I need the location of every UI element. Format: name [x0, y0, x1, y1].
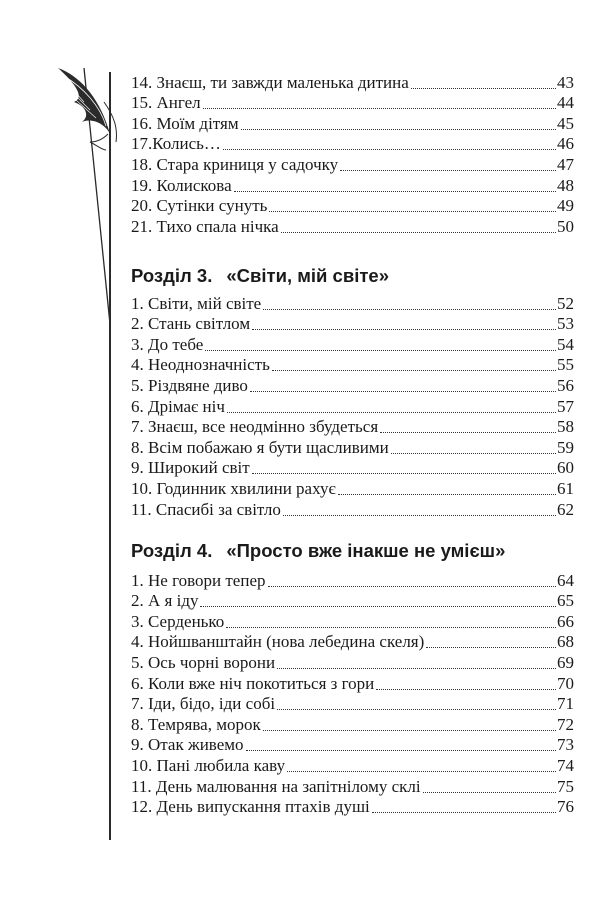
toc-list-chapter-4	[131, 570, 574, 817]
entry-title: 9. Широкий світ	[131, 458, 250, 478]
entry-page: 55	[557, 355, 574, 375]
chapter-title: «Просто вже інакше не умієш»	[226, 540, 506, 561]
entry-page: 45	[557, 113, 574, 133]
entry-title: 4. Неоднозначність	[131, 355, 270, 375]
toc-entry	[131, 175, 574, 196]
entry-title: 10. Годинник хвилини рахує	[131, 478, 336, 498]
toc-entry	[131, 355, 574, 376]
toc-entry	[131, 632, 574, 653]
toc-entry	[131, 417, 574, 438]
entry-title: 5. Ось чорні ворони	[131, 652, 276, 672]
entry-title: 5. Різдвяне диво	[131, 375, 248, 395]
toc-entry	[131, 694, 574, 715]
entry-title: 21. Тихо спала нічка	[131, 216, 279, 236]
entry-page: 61	[557, 478, 574, 498]
toc-entry	[131, 755, 574, 776]
entry-title: 6. Коли вже ніч покотиться з гори	[131, 673, 375, 693]
toc-entry	[131, 134, 574, 155]
entry-title: 11. День малювання на запітнілому склі	[131, 776, 421, 796]
entry-title: 9. Отак живемо	[131, 735, 244, 755]
toc-entry	[131, 458, 574, 479]
entry-title: 1. Світи, мій світе	[131, 293, 262, 313]
entry-page: 54	[557, 334, 574, 354]
entry-title: 4. Нойшванштайн (нова лебедина скеля)	[131, 632, 425, 652]
entry-page: 43	[557, 72, 574, 92]
entry-page: 75	[557, 776, 574, 796]
entry-page: 52	[557, 293, 574, 313]
entry-page: 65	[557, 591, 574, 611]
entry-page: 53	[557, 314, 574, 334]
entry-page: 71	[557, 694, 574, 714]
toc-entry	[131, 154, 574, 175]
entry-page: 58	[557, 417, 574, 437]
entry-title: 7. Знаєш, все неодмінно збудеться	[131, 417, 379, 437]
entry-title: 17.Колись…	[131, 134, 221, 154]
entry-title: 7. Іди, бідо, іди собі	[131, 694, 276, 714]
toc-list-continued	[131, 72, 574, 237]
toc-entry	[131, 735, 574, 756]
entry-page: 49	[557, 196, 574, 216]
toc-entry	[131, 314, 574, 335]
entry-title: 18. Стара криниця у садочку	[131, 154, 339, 174]
toc-entry	[131, 478, 574, 499]
quill-feather-icon	[44, 62, 130, 332]
toc-entry	[131, 652, 574, 673]
entry-title: 8. Всім побажаю я бути щасливими	[131, 437, 389, 457]
entry-title: 1. Не говори тепер	[131, 570, 266, 590]
toc-entry	[131, 375, 574, 396]
entry-page: 62	[557, 499, 574, 519]
chapter-title: «Світи, мій світе»	[226, 265, 389, 286]
entry-title: 16. Моїм дітям	[131, 113, 239, 133]
chapter-heading	[131, 540, 581, 562]
entry-page: 66	[557, 611, 574, 631]
entry-title: 2. А я іду	[131, 591, 199, 611]
toc-entry	[131, 714, 574, 735]
chapter-heading	[131, 265, 581, 287]
entry-title: 10. Пані любила каву	[131, 755, 286, 775]
entry-title: 3. До тебе	[131, 334, 204, 354]
toc-entry	[131, 611, 574, 632]
vertical-rule	[109, 72, 111, 840]
entry-page: 69	[557, 652, 574, 672]
entry-title: 3. Серденько	[131, 611, 225, 631]
entry-page: 72	[557, 714, 574, 734]
toc-entry	[131, 216, 574, 237]
toc-entry	[131, 499, 574, 520]
entry-page: 44	[557, 93, 574, 113]
entry-page: 76	[557, 797, 574, 817]
entry-page: 64	[557, 570, 574, 590]
toc-entry	[131, 591, 574, 612]
entry-title: 14. Знаєш, ти завжди маленька дитина	[131, 72, 409, 92]
entry-title: 8. Темрява, морок	[131, 714, 261, 734]
entry-title: 15. Ангел	[131, 93, 201, 113]
toc-entry	[131, 396, 574, 417]
entry-page: 48	[557, 175, 574, 195]
toc-entry	[131, 293, 574, 314]
entry-page: 70	[557, 673, 574, 693]
entry-title: 20. Сутінки сунуть	[131, 196, 268, 216]
entry-page: 73	[557, 735, 574, 755]
toc-entry	[131, 93, 574, 114]
toc-entry	[131, 673, 574, 694]
entry-title: 6. Дрімає ніч	[131, 396, 225, 416]
toc-entry	[131, 196, 574, 217]
toc-entry	[131, 113, 574, 134]
entry-page: 50	[557, 216, 574, 236]
toc-list-chapter-3	[131, 293, 574, 520]
entry-page: 74	[557, 755, 574, 775]
entry-title: 2. Стань світлом	[131, 314, 251, 334]
entry-page: 47	[557, 154, 574, 174]
toc-entry	[131, 776, 574, 797]
entry-title: 11. Спасибі за світло	[131, 499, 281, 519]
toc-entry	[131, 797, 574, 818]
toc-entry	[131, 437, 574, 458]
entry-title: 19. Колискова	[131, 175, 232, 195]
toc-entry	[131, 72, 574, 93]
entry-page: 46	[557, 134, 574, 154]
entry-title: 12. День випускання птахів душі	[131, 797, 370, 817]
chapter-number: Розділ 4.	[131, 540, 213, 561]
entry-page: 68	[557, 632, 574, 652]
entry-page: 59	[557, 437, 574, 457]
entry-page: 57	[557, 396, 574, 416]
entry-page: 56	[557, 375, 574, 395]
entry-page: 60	[557, 458, 574, 478]
toc-entry	[131, 334, 574, 355]
toc-entry	[131, 570, 574, 591]
chapter-number: Розділ 3.	[131, 265, 213, 286]
